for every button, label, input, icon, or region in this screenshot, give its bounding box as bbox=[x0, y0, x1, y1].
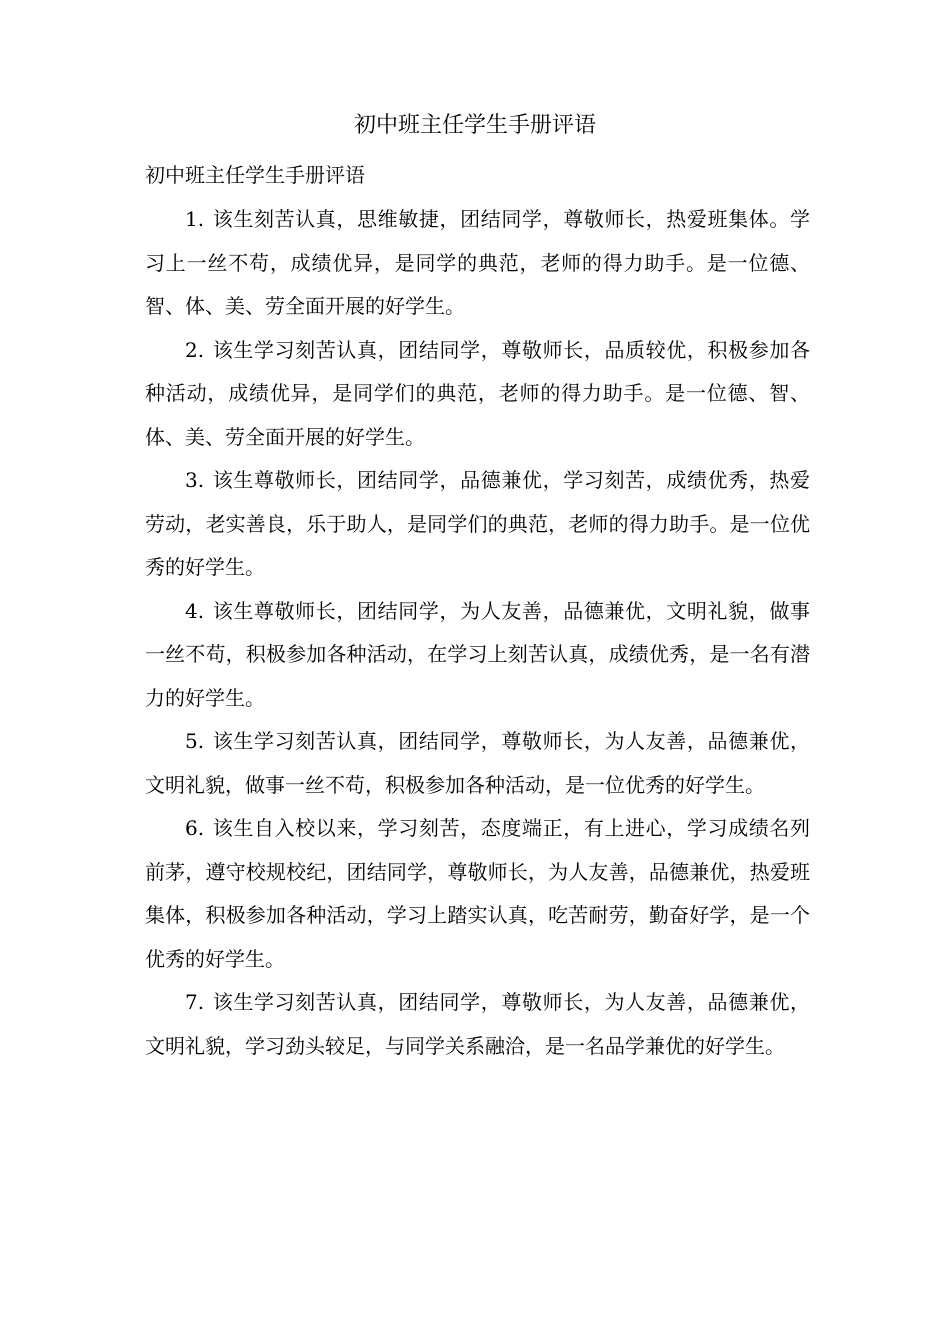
document-subtitle: 初中班主任学生手册评语 bbox=[145, 163, 365, 187]
comment-item bbox=[145, 459, 810, 590]
comment-item bbox=[145, 807, 810, 981]
document-title: 初中班主任学生手册评语 bbox=[353, 113, 596, 138]
comment-text: 该生学习刻苦认真，团结同学，尊敬师长，品质较优，积极参加各种活动，成绩优异，是同学们的典范，老师的得力助手。是一位德、智、体、美、劳全面开展的好学生。 bbox=[145, 337, 810, 449]
comment-number: 7. bbox=[185, 990, 205, 1014]
comment-text: 该生尊敬师长，团结同学，品德兼优，学习刻苦，成绩优秀，热爱劳动，老实善良，乐于助人，是同学们的典范，老师的得力助手。是一位优秀的好学生。 bbox=[145, 468, 810, 579]
comment-item bbox=[145, 329, 810, 460]
comment-number: 2. bbox=[185, 337, 205, 362]
comment-text: 该生刻苦认真，思维敏捷，团结同学，尊敬师长，热爱班集体。学习上一丝不苟，成绩优异，是同学的典范，老师的得力助手。是一位德、智、体、美、劳全面开展的好学生。 bbox=[145, 207, 810, 318]
comment-item bbox=[145, 981, 810, 1068]
comment-text: 该生尊敬师长，团结同学，为人友善，品德兼优，文明礼貌，做事一丝不苟，积极参加各种活动，在学习上刻苦认真，成绩优秀，是一名有潜力的好学生。 bbox=[145, 598, 810, 710]
comment-item bbox=[145, 198, 810, 329]
comment-item bbox=[145, 720, 810, 807]
comment-number: 4. bbox=[185, 598, 205, 623]
comment-item bbox=[145, 590, 810, 721]
comment-text: 该生学习刻苦认真，团结同学，尊敬师长，为人友善，品德兼优，文明礼貌，学习劲头较足，与同学关系融洽，是一名品学兼优的好学生。 bbox=[145, 990, 810, 1058]
comment-number: 1. bbox=[185, 207, 205, 231]
comment-number: 5. bbox=[185, 729, 205, 753]
comment-text: 该生自入校以来，学习刻苦，态度端正，有上进心，学习成绩名列前茅，遵守校规校纪，团结同学，尊敬师长，为人友善，品德兼优，热爱班集体，积极参加各种活动，学习上踏实认真，吃苦耐劳，勤奋好学，是一个优秀的好学生。 bbox=[145, 816, 810, 971]
comment-text: 该生学习刻苦认真，团结同学，尊敬师长，为人友善，品德兼优，文明礼貌，做事一丝不苟，积极参加各种活动，是一位优秀的好学生。 bbox=[145, 729, 810, 797]
comment-number: 3. bbox=[185, 468, 205, 492]
comment-number: 6. bbox=[185, 816, 205, 840]
comment-list bbox=[145, 198, 810, 1068]
